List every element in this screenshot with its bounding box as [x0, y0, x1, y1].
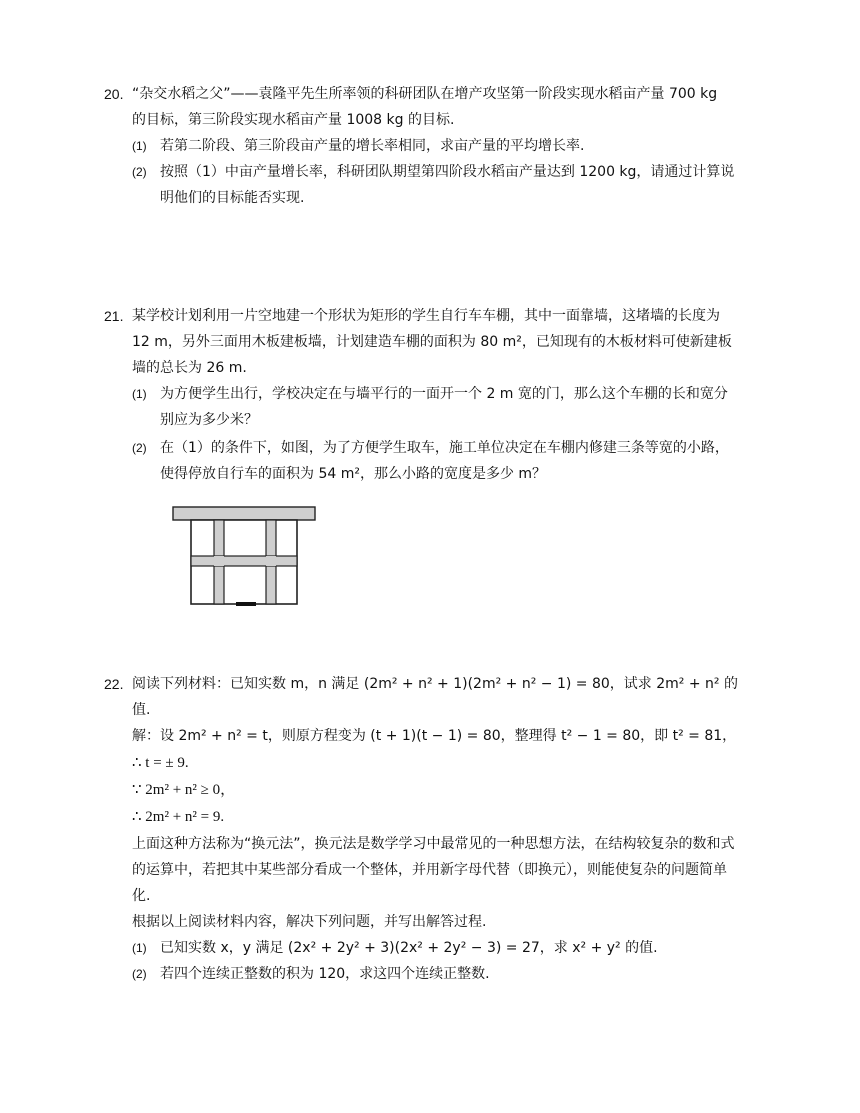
door-mark: [236, 602, 256, 606]
path-intersection-left: [214, 556, 224, 566]
question-22-part2-text: 若四个连续正整数的积为 120，求这四个连续正整数.: [160, 966, 490, 982]
question-22-solution-line2: ∴ t = ± 9.: [132, 755, 189, 771]
question-22-paragraph-line4: 根据以上阅读材料内容，解决下列问题，并写出解答过程.: [132, 914, 487, 930]
question-20-stem-line2: 的目标，第三阶段实现水稻亩产量 1008 kg 的目标.: [132, 112, 455, 128]
question-22-solution-line1: 解：设 2m² + n² = t，则原方程变为 (t + 1)(t − 1) = 80，整理得 t² − 1 = 80，即 t² = 81，: [132, 728, 737, 744]
question-22-solution-line4: ∴ 2m² + n² = 9.: [132, 809, 225, 825]
horizontal-path: [191, 556, 297, 566]
question-22-paragraph-line3: 化.: [132, 888, 151, 904]
wall-block: [173, 507, 315, 520]
question-21-part1-line1: 为方便学生出行，学校决定在与墙平行的一面开一个 2 m 宽的门，那么这个车棚的长和宽分: [160, 386, 728, 402]
question-20-part2-line2: 明他们的目标能否实现.: [160, 190, 305, 206]
bike-shed-figure: [170, 502, 320, 608]
question-22-stem-line1: 阅读下列材料：已知实数 m，n 满足 (2m² + n² + 1)(2m² + n² − 1) = 80，试求 2m² + n² 的: [132, 676, 738, 692]
question-20-part2-label: (2): [132, 165, 147, 179]
question-22-part1-text: 已知实数 x，y 满足 (2x² + 2y² + 3)(2x² + 2y² − 3) = 27，求 x² + y² 的值.: [160, 940, 658, 956]
question-20-part1-label: (1): [132, 139, 147, 153]
question-22-paragraph-line1: 上面这种方法称为“换元法”，换元法是数学学习中最常见的一种思想方法，在结构较复杂的数和式: [132, 836, 735, 852]
question-22-part1-label: (1): [132, 941, 147, 955]
question-21-stem-line3: 墙的总长为 26 m.: [132, 360, 247, 376]
question-21-part2-line2: 使得停放自行车的面积为 54 m²，那么小路的宽度是多少 m？: [160, 466, 547, 482]
question-22-part2-label: (2): [132, 967, 147, 981]
question-20-part1-text: 若第二阶段、第三阶段亩产量的增长率相同，求亩产量的平均增长率.: [160, 138, 585, 154]
question-20-stem-line1: “杂交水稻之父”——袁隆平先生所率领的科研团队在增产攻坚第一阶段实现水稻亩产量 700 kg: [132, 86, 718, 102]
question-22-number: 22.: [104, 676, 124, 692]
question-21-stem-line1: 某学校计划利用一片空地建一个形状为矩形的学生自行车车棚，其中一面靠墙，这堵墙的长度为: [132, 308, 720, 324]
question-22-stem-line2: 值.: [132, 702, 151, 718]
question-21-part1-line2: 别应为多少米？: [160, 412, 258, 428]
question-22-paragraph-line2: 的运算中，若把其中某些部分看成一个整体，并用新字母代替（即换元），则能使复杂的问题简单: [132, 862, 727, 878]
path-intersection-right: [266, 556, 276, 566]
question-21-part1-label: (1): [132, 387, 147, 401]
question-22-solution-line3: ∵ 2m² + n² ≥ 0，: [132, 782, 236, 798]
question-21-number: 21.: [104, 308, 124, 324]
question-21-part2-label: (2): [132, 441, 147, 455]
question-21-stem-line2: 12 m，另外三面用木板建板墙，计划建造车棚的面积为 80 m²，已知现有的木板材料可使新建板: [132, 334, 732, 350]
question-20-part2-line1: 按照（1）中亩产量增长率，科研团队期望第四阶段水稻亩产量达到 1200 kg，请通过计算说: [160, 164, 735, 180]
question-21-part2-line1: 在（1）的条件下，如图，为了方便学生取车，施工单位决定在车棚内修建三条等宽的小路，: [160, 440, 729, 456]
question-20-number: 20.: [104, 86, 124, 102]
